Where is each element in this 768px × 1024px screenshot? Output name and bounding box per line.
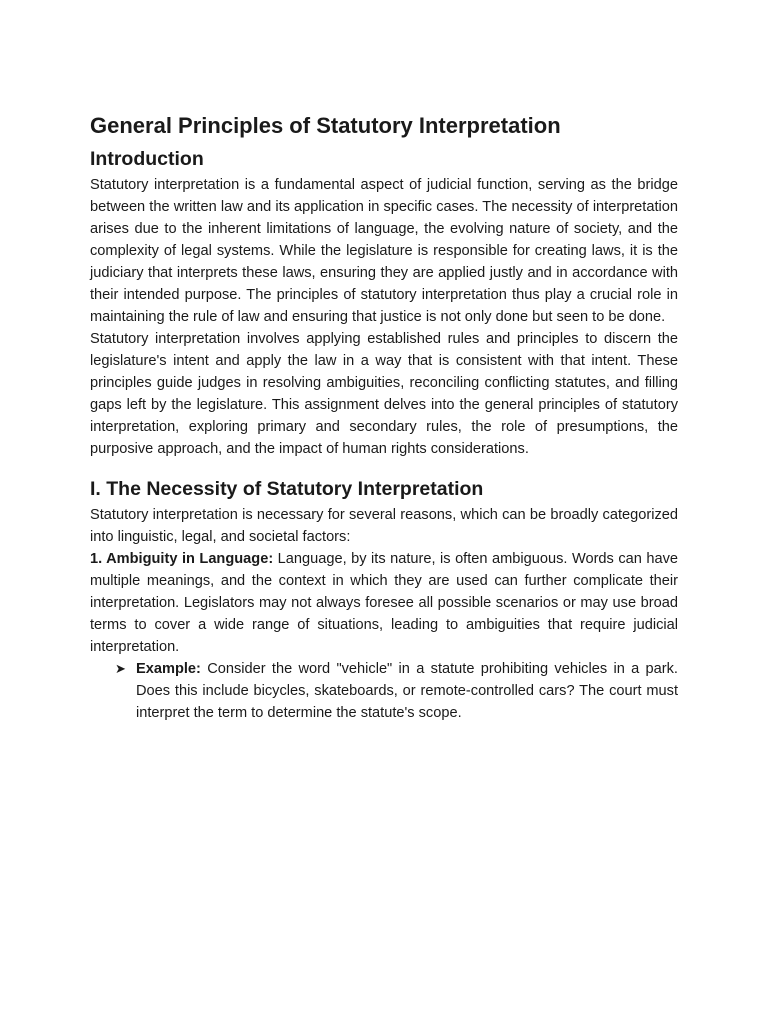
section-one-heading: I. The Necessity of Statutory Interpretation bbox=[90, 478, 484, 500]
arrow-bullet-icon: ➤ bbox=[115, 661, 126, 676]
introduction-heading: Introduction bbox=[90, 148, 204, 170]
section-one-intro: Statutory interpretation is necessary for several reasons, which can be broadly categorized into linguistic, legal, and societal factors: bbox=[90, 507, 678, 545]
ambiguity-point bbox=[90, 548, 678, 658]
example-bullet bbox=[90, 658, 678, 724]
example-text: Consider the word "vehicle" in a statute prohibiting vehicles in a park. Does this include bicycles, skateboards, or remote-controlled cars? The court must interpret the term to determine the statute's scope. bbox=[136, 661, 678, 721]
document-title: General Principles of Statutory Interpretation bbox=[90, 113, 561, 138]
introduction-paragraph-1: Statutory interpretation is a fundamental aspect of judicial function, serving as the bridge between the written law and its application in specific cases. The necessity of interpretation arises due to the inherent limitations of language, the evolving nature of society, and the complexity of legal systems. While the legislature is responsible for creating laws, it is the judiciary that interprets these laws, ensuring they are applied justly and in accordance with their intended purpose. The principles of statutory interpretation thus play a crucial role in maintaining the rule of law and ensuring that justice is not only done but seen to be done. bbox=[90, 177, 678, 325]
document-body bbox=[90, 108, 678, 724]
introduction-paragraph-2: Statutory interpretation involves applying established rules and principles to discern the legislature's intent and apply the law in a way that is consistent with that intent. These principles guide judges in resolving ambiguities, reconciling conflicting statutes, and filling gaps left by the legislature. This assignment delves into the general principles of statutory interpretation, exploring primary and secondary rules, the role of presumptions, the purposive approach, and the impact of human rights considerations. bbox=[90, 331, 678, 457]
ambiguity-point-label: 1. Ambiguity in Language: bbox=[90, 551, 274, 567]
ambiguity-point-text: Language, by its nature, is often ambiguous. Words can have multiple meanings, and the context in which they are used can further complicate their interpretation. Legislators may not always foresee all possible scenarios or may use broad terms to cover a wide range of situations, leading to ambiguities that require judicial interpretation. bbox=[90, 551, 678, 655]
example-label: Example: bbox=[136, 661, 201, 677]
